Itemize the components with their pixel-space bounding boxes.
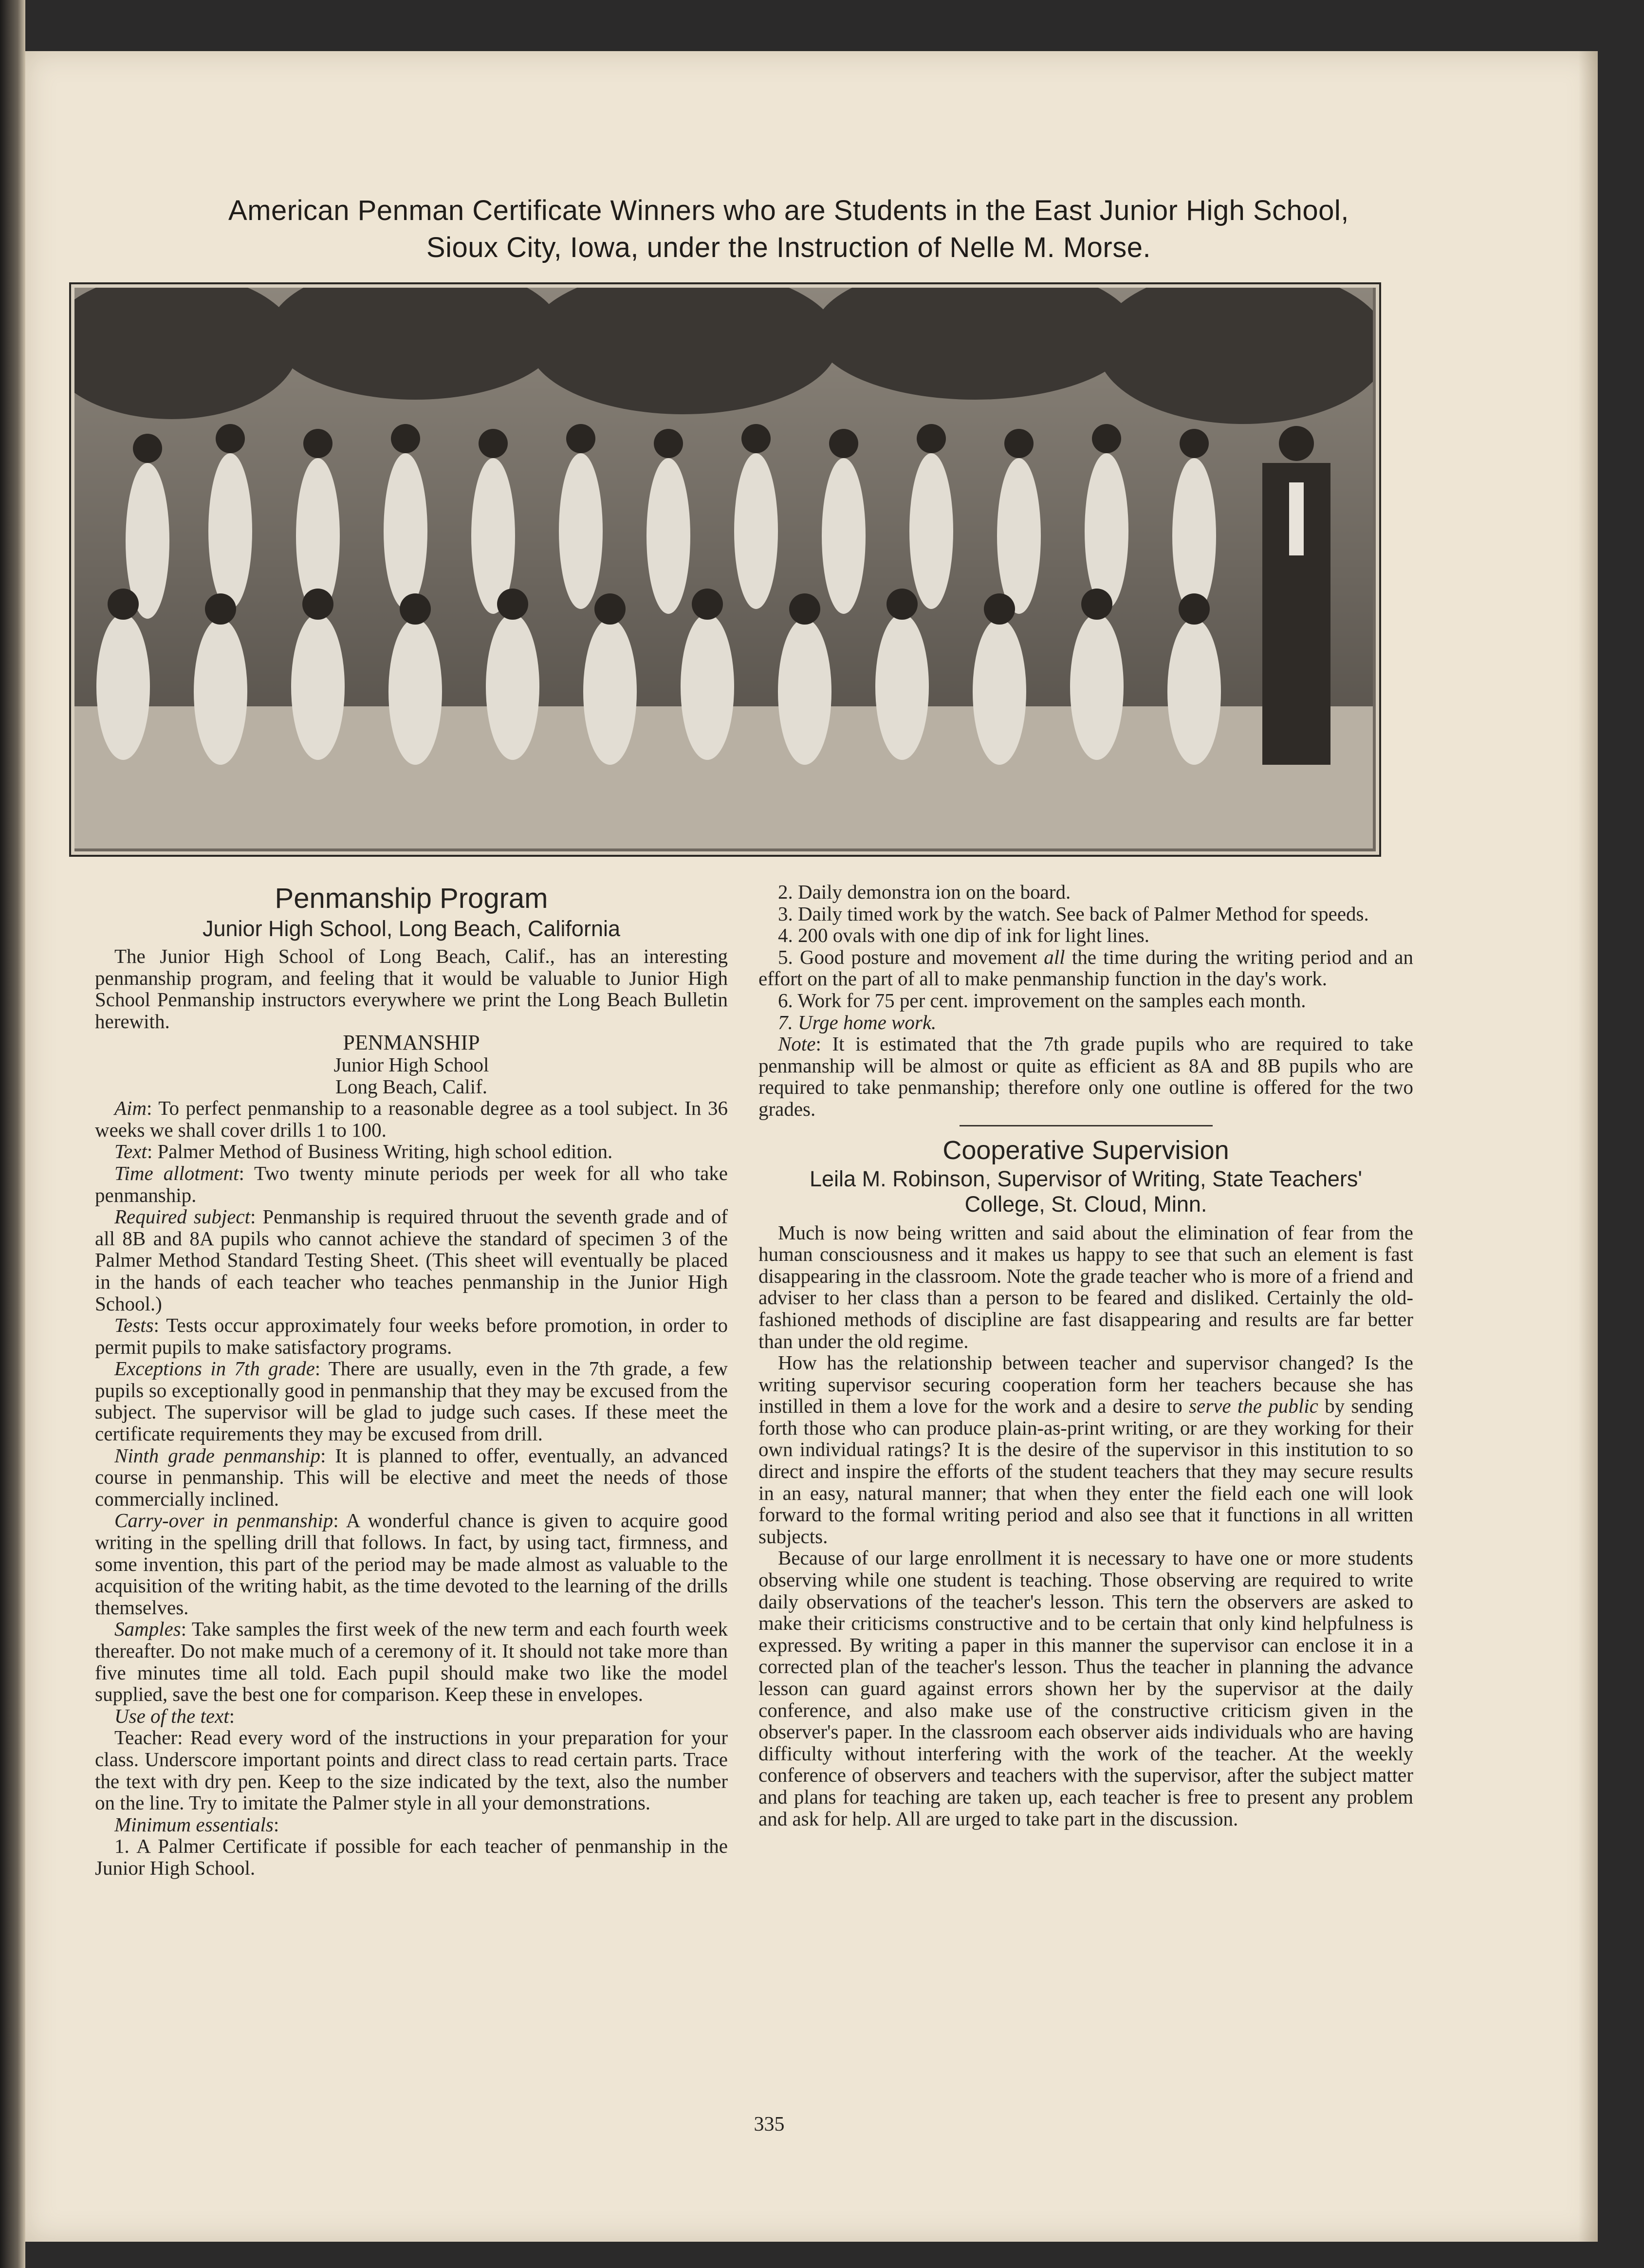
required-text: : Penmanship is required thruout the seventh grade and of all 8B and 8A pupils who cannot achieve the standard of specimen 3 of the Palmer Method Standard Testing Sheet. (This sheet will eventually be placed in the hands of each teacher who teaches penmanship in the Junior High School.) [95, 1205, 728, 1315]
item-5-c: the time during the writing period and an effort on the part of all to make penmanship function in the day's work. [758, 945, 1413, 990]
cooperative-paragraph-1: Much is now being written and said about the elimination of fear from the human consciousness and it makes us happy to see that such an element is fast disappearing in the classroom. Note the grade teacher who is more of a friend and adviser to her class than a person to be feared and disliked. Certainly the old-fashioned methods of discipline are fast disappearing and results are far better than under the old regime. [758, 1221, 1413, 1352]
page-number: 335 [754, 2113, 785, 2136]
note-text: : It is estimated that the 7th grade pupils who are required to take penmanship will be almost or quite as efficient as 8A and 8B pupils who are required to take penmanship; therefore only one outline is offered for the two grades. [758, 1033, 1413, 1120]
page-edge [1578, 51, 1598, 2242]
byline-line-2: College, St. Cloud, Minn. [964, 1191, 1207, 1217]
exceptions-label: Exceptions in 7th grade [114, 1357, 315, 1380]
minimum-colon: : [273, 1813, 279, 1836]
item-5 [758, 946, 1413, 990]
item-1: 1. A Palmer Certificate if possible for each teacher of penmanship in the Junior High School. [95, 1835, 728, 1879]
ninth-label: Ninth grade penmanship [114, 1444, 320, 1467]
teacher-paragraph: Teacher: Read every word of the instructions in your preparation for your class. Underscore important points and direct class to read certain parts. Trace the text with dry pen. Keep to the size indicated by the text, also the number on the line. Try to imitate the Palmer style in all your demonstrations. [95, 1726, 728, 1814]
item-4: 4. 200 ovals with one dip of ink for light lines. [778, 924, 1149, 947]
title-line-1: American Penman Certificate Winners who are Students in the East Junior High School, [228, 195, 1349, 226]
ninth-text: : It is planned to offer, eventually, an advanced course in penmanship. This will be elective and meet the needs of those commercially inclined. [95, 1444, 728, 1510]
carry-paragraph [95, 1510, 728, 1618]
paragraph-2-c: by sending forth those who can produce plain-as-print writing, or are they working for their own individual ratings? It is the desire of the supervisor in this institution to so direct and inspire the efforts of the student teachers that they may secure results in an easy, natural manner; that when they enter the field each one will look forward to the formal writing period and also see that it functions in all written subjects. [758, 1395, 1413, 1548]
aim-label: Aim [114, 1097, 147, 1120]
paragraph-2-a: How has the relationship between teacher and supervisor changed? Is the writing supervisor securing cooperation form her teachers because she has instilled in them a love for the work and a desire to [758, 1351, 1413, 1418]
tests-text: : Tests occur approximately four weeks before promotion, in order to permit pupils to make satisfactory programs. [95, 1314, 728, 1358]
bulletin-city: Long Beach, Calif. [335, 1075, 487, 1098]
penmanship-program-subheading: Junior High School, Long Beach, California [202, 916, 620, 941]
minimum-label: Minimum essentials [114, 1813, 274, 1836]
item-5-b: all [1044, 945, 1065, 968]
time-paragraph [95, 1162, 728, 1206]
section-divider [960, 1125, 1213, 1126]
cooperative-paragraph-2 [758, 1352, 1413, 1547]
byline-line-1: Leila M. Robinson, Supervisor of Writing, State Teachers' [810, 1166, 1362, 1191]
carry-label: Carry-over in penmanship [114, 1509, 333, 1532]
cooperative-supervision-heading: Cooperative Supervision [942, 1135, 1229, 1165]
samples-text: : Take samples the first week of the new term and each fourth week thereafter. Do not make much of a ceremony of it. It should not take more than five minutes time all told. Each pupil should make two like the model supplied, save the best one for comparison. Keep these in envelopes. [95, 1618, 728, 1706]
samples-paragraph [95, 1618, 728, 1705]
right-column [758, 881, 1413, 1829]
exceptions-text: : There are usually, even in the 7th grade, a few pupils so exceptionally good in penmanship that they may be excused from the subject. The supervisor will be glad to judge such cases. If these meet the certificate requirements they may be excused from drill. [95, 1357, 728, 1445]
note-paragraph [758, 1033, 1413, 1120]
paragraph-2-b: serve the public [1189, 1395, 1318, 1418]
item-2: 2. Daily demonstra ion on the board. [778, 881, 1071, 903]
group-photo-illustration [74, 288, 1373, 848]
exceptions-paragraph [95, 1358, 728, 1444]
time-text: : Two twenty minute periods per week for all who take penmanship. [95, 1162, 728, 1206]
samples-label: Samples [114, 1618, 181, 1641]
bulletin-school: Junior High School [333, 1053, 489, 1076]
item-3: 3. Daily timed work by the watch. See back of Palmer Method for speeds. [778, 902, 1369, 925]
cooperative-paragraph-3: Because of our large enrollment it is necessary to have one or more students observing while one student is teaching. Those observing are required to write daily observations of the teacher's lesson. This tern the observers are asked to make their criticisms constructive and to be certain that only kind helpfulness is expressed. By writing a paper in this manner the supervisor can enclose it in a corrected plan of the teacher's lesson. Thus the teacher in planning the advance lesson can guard against errors shown her by the supervisor at the daily conference, and also make use of the constructive criticism given in the observer's paper. In the classroom each observer aids individuals who are having difficulty without interfering with the work of the teacher. At the weekly conference of observers and teachers with the supervisor, after the subject matter and plans for teaching are taken up, each teacher is free to present any problem and ask for help. All are urged to take part in the discussion. [758, 1547, 1413, 1830]
carry-text: : A wonderful chance is given to acquire good writing in the spelling drill that follows. In fact, by using tact, firmness, and some invention, this part of the period may be made almost as valuable to the acquisition of the writing habit, as the time devoted to the learning of the drills themselves. [95, 1509, 728, 1619]
aim-paragraph [95, 1097, 728, 1141]
use-label: Use of the text [114, 1704, 229, 1727]
group-photo [69, 282, 1381, 857]
tests-label: Tests [114, 1314, 154, 1337]
title-line-2: Sioux City, Iowa, under the Instruction of Nelle M. Morse. [426, 232, 1151, 263]
text-paragraph [95, 1141, 728, 1162]
time-label: Time allotment [114, 1162, 239, 1184]
penmanship-program-heading: Penmanship Program [275, 883, 548, 914]
bulletin-title: PENMANSHIP [343, 1031, 480, 1055]
aim-text: : To perfect penmanship to a reasonable degree as a tool subject. In 36 weeks we shall cover drills 1 to 100. [95, 1097, 728, 1141]
item-6: 6. Work for 75 per cent. improvement on the samples each month. [778, 989, 1306, 1012]
book-spine [0, 0, 25, 2268]
use-paragraph [95, 1705, 728, 1727]
note-label: Note [778, 1033, 816, 1055]
text-text: : Palmer Method of Business Writing, high school edition. [147, 1140, 613, 1163]
ninth-paragraph [95, 1445, 728, 1510]
left-column [95, 881, 728, 1879]
use-colon: : [229, 1704, 235, 1727]
tests-paragraph [95, 1314, 728, 1358]
item-5-a: 5. Good posture and movement [778, 945, 1044, 968]
item-7: 7. Urge home work. [778, 1011, 937, 1033]
text-label: Text [114, 1140, 147, 1163]
required-label: Required subject [114, 1205, 251, 1228]
minimum-paragraph [95, 1814, 728, 1836]
page-title [68, 192, 1509, 266]
required-paragraph [95, 1206, 728, 1314]
intro-paragraph: The Junior High School of Long Beach, Calif., has an interesting penmanship program, and feeling that it would be valuable to Junior High School Penmanship instructors everywhere we print the Long Beach Bulletin herewith. [95, 945, 728, 1033]
